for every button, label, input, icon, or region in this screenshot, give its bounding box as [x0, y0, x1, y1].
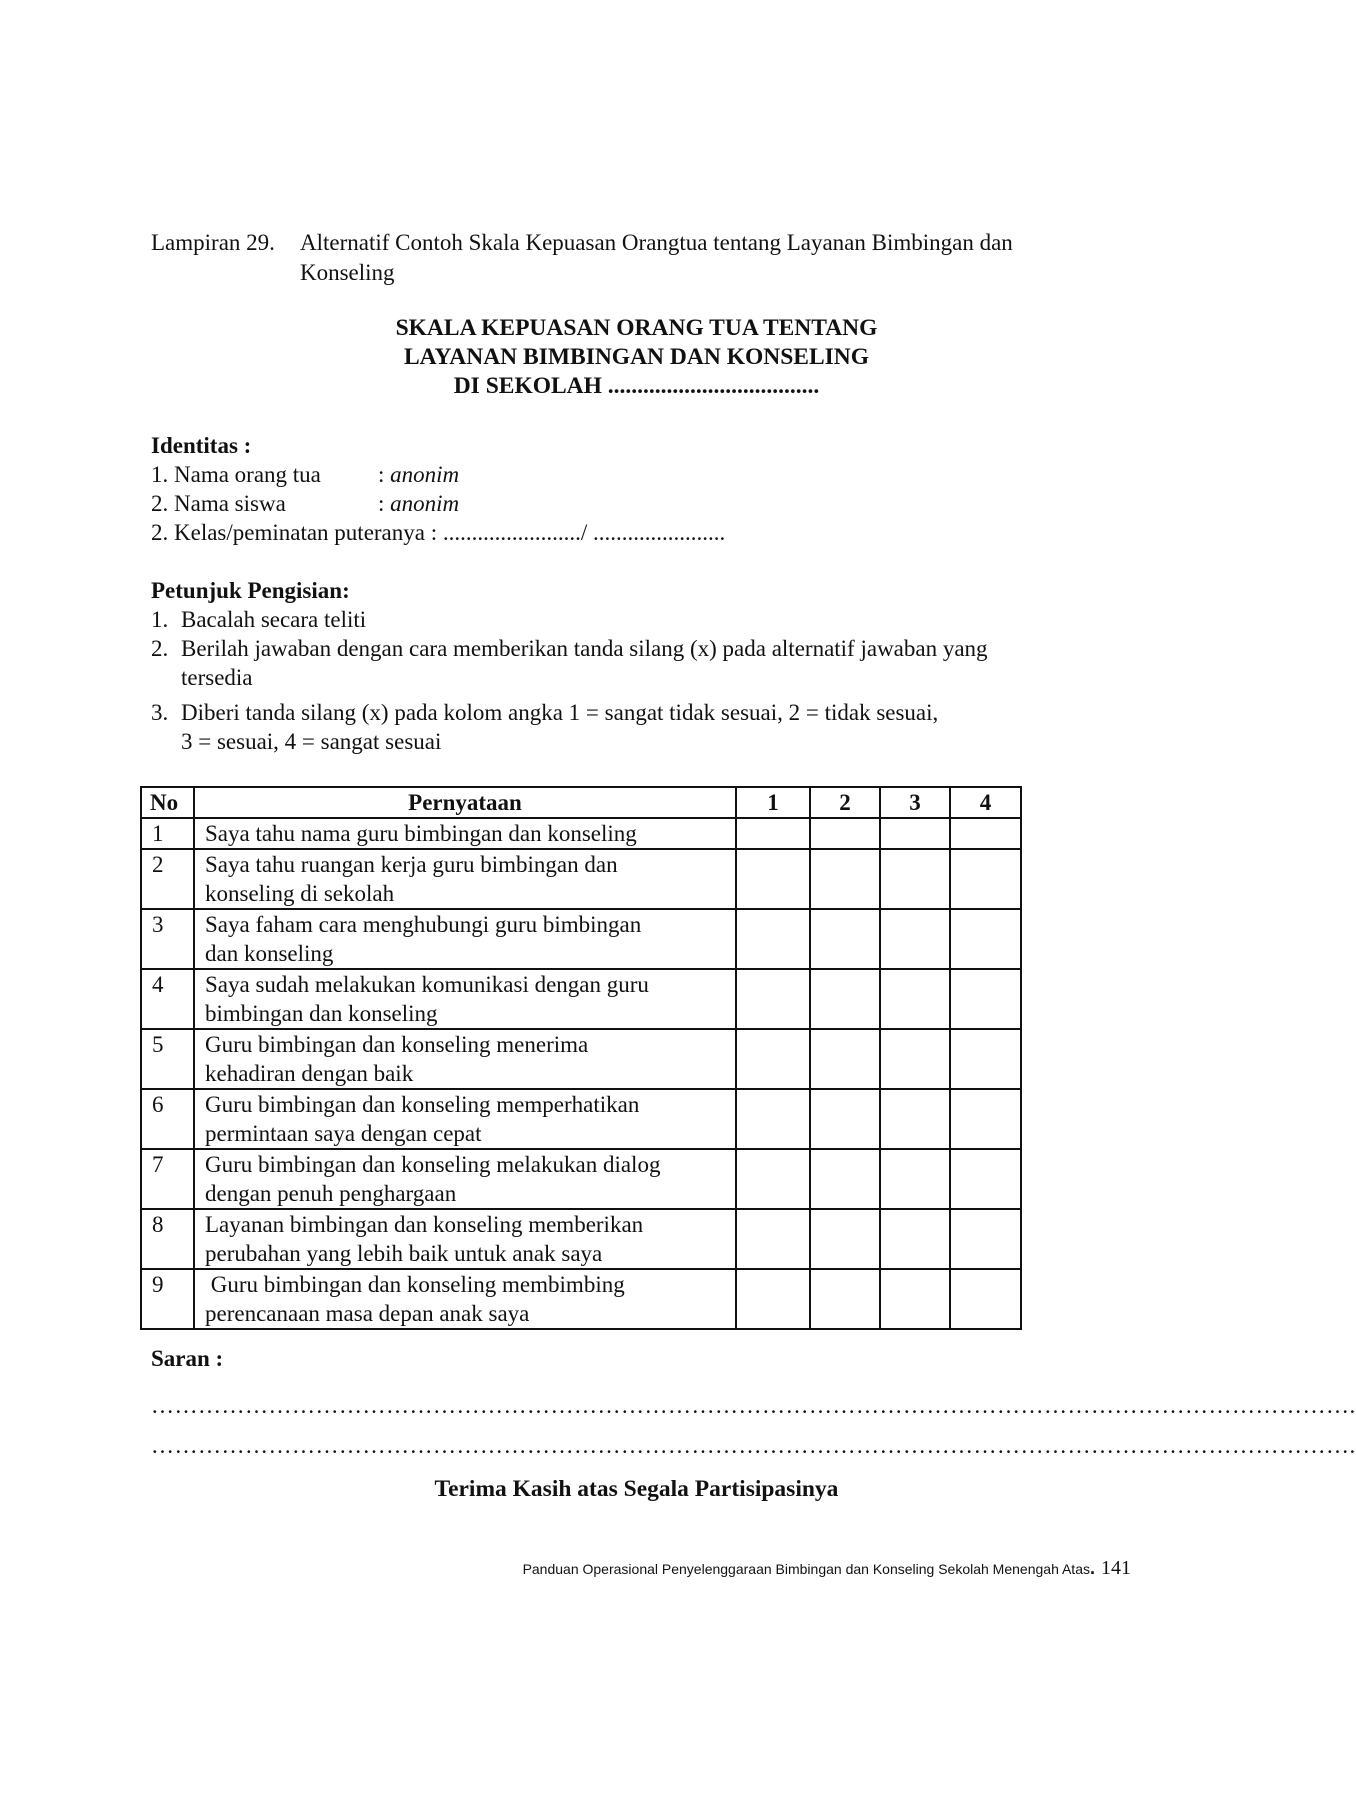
- answer-cell-1[interactable]: [736, 818, 810, 849]
- header-score-1: 1: [736, 787, 810, 818]
- answer-cell-1[interactable]: [736, 1269, 810, 1329]
- satisfaction-table: [140, 786, 1022, 1330]
- row-statement: [194, 909, 736, 969]
- answer-cell-3[interactable]: [880, 969, 950, 1029]
- row-statement-line2: bimbingan dan konseling: [205, 1001, 438, 1026]
- answer-cell-2[interactable]: [810, 909, 880, 969]
- answer-cell-3[interactable]: [880, 1149, 950, 1209]
- row-statement: [194, 849, 736, 909]
- answer-cell-1[interactable]: [736, 1029, 810, 1089]
- row-number: 1: [141, 818, 194, 849]
- row-statement-line1: Saya tahu nama guru bimbingan dan konseling: [205, 821, 637, 846]
- row-number: 8: [141, 1209, 194, 1269]
- identity-student-label: 2. Nama siswa: [151, 491, 286, 516]
- answer-cell-2[interactable]: [810, 1269, 880, 1329]
- answer-cell-2[interactable]: [810, 849, 880, 909]
- instruction-num: 2.: [151, 636, 169, 661]
- answer-cell-4[interactable]: [950, 1209, 1021, 1269]
- instruction-text-cont: 3 = sesuai, 4 = sangat sesuai: [181, 729, 442, 754]
- row-statement-line1: Saya faham cara menghubungi guru bimbingan: [205, 912, 642, 937]
- answer-cell-3[interactable]: [880, 1269, 950, 1329]
- instruction-text-cont: tersedia: [181, 665, 253, 690]
- table-header-row: [141, 787, 1021, 818]
- identity-class: 2. Kelas/peminatan puteranya : ......................../ .......................: [151, 520, 726, 545]
- row-number: 9: [141, 1269, 194, 1329]
- header-score-3: 3: [880, 787, 950, 818]
- thank-you-note: Terima Kasih atas Segala Partisipasinya: [434, 1476, 839, 1502]
- answer-cell-4[interactable]: [950, 1269, 1021, 1329]
- row-statement: [194, 1149, 736, 1209]
- row-statement-line2: dengan penuh penghargaan: [205, 1181, 457, 1206]
- answer-cell-4[interactable]: [950, 909, 1021, 969]
- header-score-2: 2: [810, 787, 880, 818]
- main-heading-line3: DI SEKOLAH ....................................: [453, 373, 820, 399]
- row-number: 2: [141, 849, 194, 909]
- instruction-num: 3.: [151, 700, 169, 725]
- attachment-label: Lampiran 29.: [151, 230, 275, 255]
- identity-parent-sep: :: [378, 462, 391, 487]
- answer-cell-1[interactable]: [736, 1089, 810, 1149]
- answer-cell-4[interactable]: [950, 969, 1021, 1029]
- identity-section: [151, 431, 725, 547]
- row-statement: [194, 1089, 736, 1149]
- row-statement-line1: Guru bimbingan dan konseling membimbing: [205, 1272, 625, 1297]
- answer-cell-4[interactable]: [950, 1029, 1021, 1089]
- identity-student-sep: :: [378, 491, 391, 516]
- answer-cell-4[interactable]: [950, 849, 1021, 909]
- row-statement: [194, 1269, 736, 1329]
- answer-cell-3[interactable]: [880, 1089, 950, 1149]
- row-statement-line1: Saya sudah melakukan komunikasi dengan guru: [205, 972, 649, 997]
- instruction-text: Berilah jawaban dengan cara memberikan tanda silang (x) pada alternatif jawaban yang: [181, 636, 988, 661]
- answer-cell-2[interactable]: [810, 818, 880, 849]
- page-number: 141: [1101, 1557, 1131, 1579]
- row-statement-line2: permintaan saya dengan cepat: [205, 1121, 482, 1146]
- row-statement-line1: Layanan bimbingan dan konseling memberikan: [205, 1212, 644, 1237]
- identity-parent-label: 1. Nama orang tua: [151, 462, 321, 487]
- identity-title: Identitas :: [151, 433, 252, 458]
- main-heading-line1: SKALA KEPUASAN ORANG TUA TENTANG: [395, 315, 878, 341]
- row-statement-line1: Guru bimbingan dan konseling memperhatikan: [205, 1092, 640, 1117]
- identity-student-name: [151, 489, 725, 518]
- table-row: [141, 1269, 1021, 1329]
- instruction-item: [151, 605, 1131, 634]
- identity-parent-value: anonim: [390, 462, 460, 487]
- footer-text: Panduan Operasional Penyelenggaraan Bimbingan dan Konseling Sekolah Menengah Atas: [522, 1561, 1090, 1577]
- main-heading-line2: LAYANAN BIMBINGAN DAN KONSELING: [403, 344, 870, 370]
- table-row: [141, 1089, 1021, 1149]
- suggestion-title: Saran :: [151, 1346, 224, 1371]
- attachment-title-line1: Alternatif Contoh Skala Kepuasan Orangtua tentang Layanan Bimbingan dan: [300, 230, 1013, 255]
- answer-cell-1[interactable]: [736, 1149, 810, 1209]
- answer-cell-3[interactable]: [880, 818, 950, 849]
- row-statement-line2: perencanaan masa depan anak saya: [205, 1301, 530, 1326]
- row-statement-line2: kehadiran dengan baik: [205, 1061, 414, 1086]
- header-statement: Pernyataan: [194, 787, 736, 818]
- instructions-section: [151, 576, 1131, 756]
- row-statement-line1: Guru bimbingan dan konseling menerima: [205, 1032, 589, 1057]
- answer-cell-2[interactable]: [810, 1149, 880, 1209]
- footer-dot: .: [1089, 1558, 1095, 1578]
- row-statement: [194, 1209, 736, 1269]
- answer-cell-1[interactable]: [736, 969, 810, 1029]
- instruction-item: [151, 634, 1131, 692]
- row-statement-line2: konseling di sekolah: [205, 881, 395, 906]
- identity-student-value: anonim: [390, 491, 460, 516]
- instruction-text: Diberi tanda silang (x) pada kolom angka 1 = sangat tidak sesuai, 2 = tidak sesuai,: [181, 700, 939, 725]
- table-row: [141, 1029, 1021, 1089]
- answer-cell-4[interactable]: [950, 818, 1021, 849]
- row-statement: [194, 969, 736, 1029]
- answer-cell-2[interactable]: [810, 1029, 880, 1089]
- row-statement-line2: dan konseling: [205, 941, 334, 966]
- instruction-item: [151, 698, 1131, 756]
- answer-cell-4[interactable]: [950, 1089, 1021, 1149]
- row-statement: [194, 1029, 736, 1089]
- table-row: [141, 969, 1021, 1029]
- header-score-4: 4: [950, 787, 1021, 818]
- header-no: No: [141, 787, 194, 818]
- table-row: [141, 1209, 1021, 1269]
- answer-cell-3[interactable]: [880, 909, 950, 969]
- suggestion-line-2[interactable]: ……………………………………………………………………………………………………………………………………….: [151, 1433, 1356, 1458]
- table-row: [141, 909, 1021, 969]
- instruction-text: Bacalah secara teliti: [181, 607, 367, 632]
- row-number: 7: [141, 1149, 194, 1209]
- identity-parent-name: [151, 460, 725, 489]
- row-statement-line2: perubahan yang lebih baik untuk anak saya: [205, 1241, 603, 1266]
- row-number: 3: [141, 909, 194, 969]
- answer-cell-3[interactable]: [880, 1209, 950, 1269]
- answer-cell-2[interactable]: [810, 1089, 880, 1149]
- instruction-num: 1.: [151, 607, 169, 632]
- answer-cell-3[interactable]: [880, 1029, 950, 1089]
- row-number: 4: [141, 969, 194, 1029]
- answer-cell-1[interactable]: [736, 849, 810, 909]
- page-footer: [523, 1557, 1131, 1580]
- attachment-title: [151, 228, 1131, 288]
- table-row: [141, 1149, 1021, 1209]
- row-statement-line1: Saya tahu ruangan kerja guru bimbingan dan: [205, 852, 618, 877]
- suggestion-line-1[interactable]: ……………………………………………………………………………………………………………………………………….: [151, 1393, 1356, 1418]
- row-statement-line1: Guru bimbingan dan konseling melakukan dialog: [205, 1152, 661, 1177]
- answer-cell-3[interactable]: [880, 849, 950, 909]
- answer-cell-1[interactable]: [736, 1209, 810, 1269]
- answer-cell-1[interactable]: [736, 909, 810, 969]
- answer-cell-2[interactable]: [810, 969, 880, 1029]
- row-statement: [194, 818, 736, 849]
- table-row: [141, 849, 1021, 909]
- answer-cell-4[interactable]: [950, 1149, 1021, 1209]
- row-number: 6: [141, 1089, 194, 1149]
- table-row: [141, 818, 1021, 849]
- instructions-title: Petunjuk Pengisian:: [151, 578, 350, 603]
- answer-cell-2[interactable]: [810, 1209, 880, 1269]
- attachment-title-line2: Konseling: [300, 260, 395, 285]
- row-number: 5: [141, 1029, 194, 1089]
